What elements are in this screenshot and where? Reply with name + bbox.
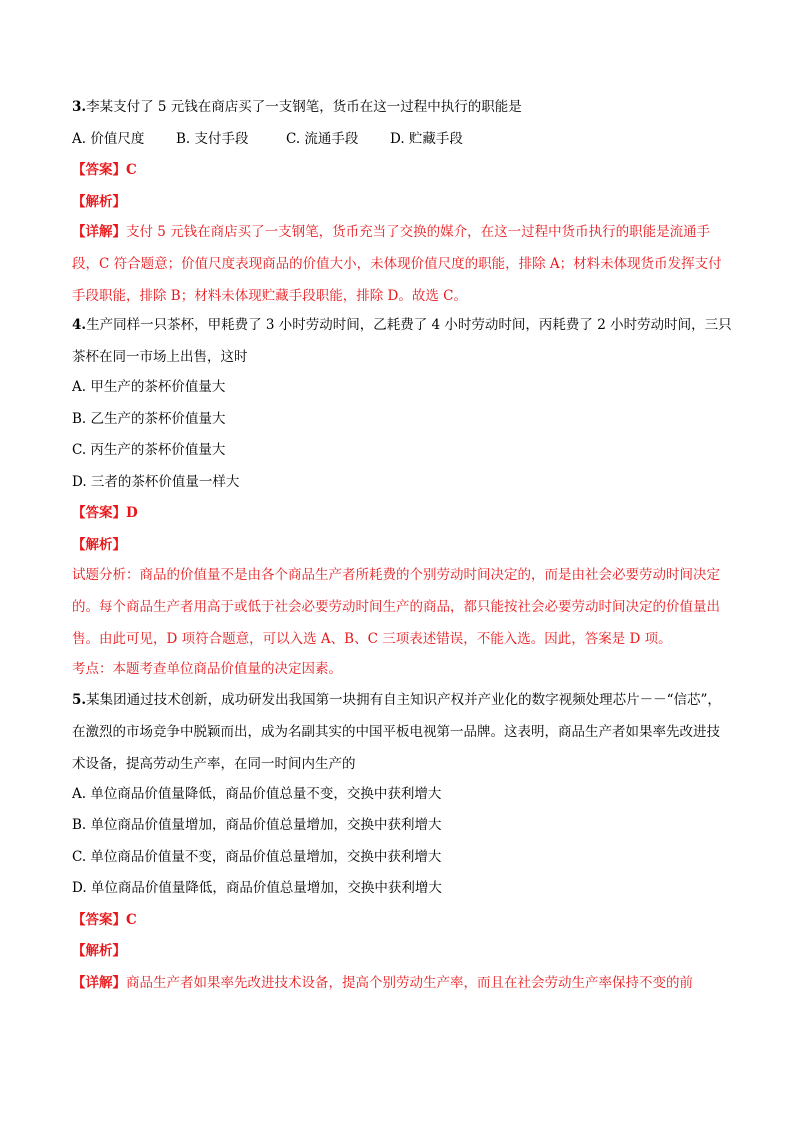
analysis-label: 【解析】	[72, 193, 126, 210]
analysis-label: 【解析】	[72, 943, 126, 959]
option-d	[72, 877, 732, 899]
analysis-label: 【解析】	[72, 536, 126, 553]
question-text: 某集团通过技术创新，成功研发出我国第一块拥有自主知识产权并产业化的数字视频处理芯片－－“信芯”，在激烈的市场竞争中脱颖而出，成为名副其实的中国平板电视第一品牌。这表明，商品生产者如果率先改进技术设备，提高劳动生产率，在同一时间内生产的	[72, 691, 721, 772]
question-3-stem	[72, 96, 732, 118]
question-4-stem	[72, 309, 732, 373]
option-b: B. 支付手段	[176, 130, 249, 147]
answer-value: C	[126, 911, 137, 928]
answer-label: 【答案】	[72, 162, 126, 178]
option-a: A. 价值尺度	[72, 130, 145, 147]
option-d: D. 三者的茶杯价值量一样大	[72, 473, 240, 490]
option-b: B. 乙生产的茶杯价值量大	[72, 410, 226, 427]
question-3-options	[72, 128, 732, 150]
question-number: 3.	[72, 99, 87, 115]
option-b-text: B. 单位商品价值量增加，商品价值总量增加，交换中获利增大	[72, 817, 442, 833]
question-text: 李某支付了 5 元钱在商店买了一支钢笔，货币在这一过程中执行的职能是	[86, 99, 522, 115]
answer-value: C	[126, 162, 137, 178]
answer-label: 【答案】	[72, 505, 126, 521]
option-d-text: D. 单位商品价值量降低，商品价值总量增加，交换中获利增大	[72, 880, 442, 896]
detail-paragraph	[72, 216, 732, 312]
answer-line	[72, 159, 732, 181]
option-d: D. 贮藏手段	[390, 130, 463, 147]
document-page	[72, 96, 732, 1003]
answer-label: 【答案】	[72, 911, 126, 928]
detail-label: 【详解】	[72, 974, 126, 991]
option-c-text: C. 单位商品价值量不变，商品价值总量增加，交换中获利增大	[72, 848, 442, 865]
answer-value: D	[126, 505, 138, 521]
option-c: C. 丙生产的茶杯价值量大	[72, 442, 226, 458]
analysis-paragraph: 试题分析：商品的价值量不是由各个商品生产者所耗费的个别劳动时间决定的，而是由社会必要劳动时间决定的。每个商品生产者用高于或低于社会必要劳动时间生产的商品，都只能按社会必要劳动时间决定的价值量出售。由此可见，D 项符合题意，可以入选 A、B、C 三项表述错误，不能入选。因此，答案是 D 项。	[72, 567, 720, 647]
detail-text: 支付 5 元钱在商店买了一支钢笔，货币充当了交换的媒介，在这一过程中货币执行的职能是流通手段，C 符合题意；价值尺度表现商品的价值大小，未体现价值尺度的职能，排除 A；材料未体现货币发挥支付手段职能，排除 B；材料未体现贮藏手段职能，排除 D。故选 C。	[72, 224, 722, 304]
question-number: 5.	[72, 691, 87, 708]
detail-label: 【详解】	[72, 224, 126, 240]
option-a	[72, 783, 732, 805]
answer-line	[72, 909, 732, 931]
question-number: 4.	[72, 317, 87, 333]
option-c	[72, 846, 732, 868]
option-c: C. 流通手段	[286, 130, 359, 147]
answer-line	[72, 502, 732, 524]
detail-paragraph	[72, 972, 732, 994]
question-5-stem	[72, 684, 732, 780]
option-a: A. 甲生产的茶杯价值量大	[72, 379, 226, 395]
question-text: 生产同样一只茶杯，甲耗费了 3 小时劳动时间，乙耗费了 4 小时劳动时间，丙耗费了 2 小时劳动时间，三只茶杯在同一市场上出售，这时	[72, 317, 732, 365]
option-a-text: A. 单位商品价值量降低，商品价值总量不变，交换中获利增大	[72, 785, 442, 802]
kaodian-line: 考点：本题考查单位商品价值量的决定因素。	[72, 661, 342, 677]
option-b	[72, 814, 732, 836]
detail-text: 商品生产者如果率先改进技术设备，提高个别劳动生产率，而且在社会劳动生产率保持不变的前	[126, 974, 693, 991]
